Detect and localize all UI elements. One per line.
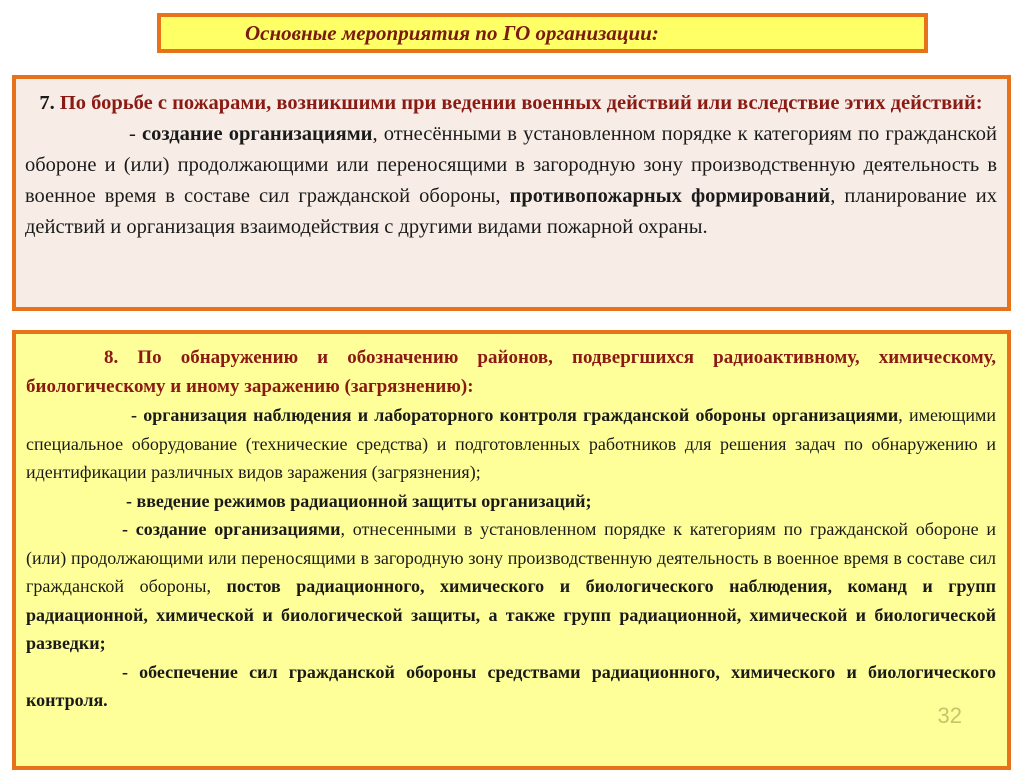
slide-title: Основные мероприятия по ГО организации: <box>245 20 659 45</box>
section-7-heading <box>25 88 997 119</box>
section-8-box <box>12 330 1011 770</box>
title-box <box>157 13 928 53</box>
section-7-bold-2: противопожарных формирований <box>509 185 831 207</box>
section-7-box <box>12 75 1011 311</box>
section-7-number: 7. <box>39 92 55 114</box>
section-8-item-1 <box>26 401 996 487</box>
section-8-item-3-bold-2: постов радиационного, химического и биологического наблюдения, команд и групп радиационной, химической и биологической защиты, а также групп радиационной, химической и биологической разведки; <box>26 576 996 653</box>
section-7-text-1: , отнесёнными в установленном порядке к категориям по гражданской обороне и (или) продолжающими или переносящими в загородную зону производственную деятельность в военное время в составе сил гражданской обороны, <box>25 123 997 207</box>
section-8-item-3 <box>26 515 996 658</box>
section-7-heading-text: По борьбе с пожарами, возникшими при ведении военных действий или вследствие этих действий: <box>59 92 983 114</box>
section-8-item-1-text: , имеющими специальное оборудование (технические средства) и подготовленных работников для решения задач по обнаружению и идентификации различных видов заражения (загрязнения); <box>26 405 996 482</box>
section-7-text-2: , планирование их действий и организация взаимодействия с другими видами пожарной охраны. <box>25 185 997 238</box>
section-8-item-2: - введение режимов радиационной защиты организаций; <box>126 490 592 511</box>
section-8-item-4: - обеспечение сил гражданской обороны средствами радиационного, химического и биологического контроля. <box>26 661 996 710</box>
section-8-item-3-text: , отнесенными в установленном порядке к категориям по гражданской обороне и (или) продолжающими или переносящими в загородную зону производственную деятельность в военное время в составе сил гражданской обороны, <box>26 519 996 596</box>
section-8-heading: 8. По обнаружению и обозначению районов, подвергшихся радиоактивному, химическому, биологическому и иному заражению (загрязнению): <box>26 347 996 397</box>
section-8-item-1-bold: - организация наблюдения и лабораторного контроля гражданской обороны организациями <box>131 405 899 425</box>
section-7-dash: - <box>129 123 142 145</box>
page-number: 32 <box>937 703 962 728</box>
section-7-body <box>25 119 997 243</box>
section-8-item-3-bold: - создание организациями <box>122 519 341 539</box>
section-7-bold-1: создание организациями <box>141 123 373 145</box>
